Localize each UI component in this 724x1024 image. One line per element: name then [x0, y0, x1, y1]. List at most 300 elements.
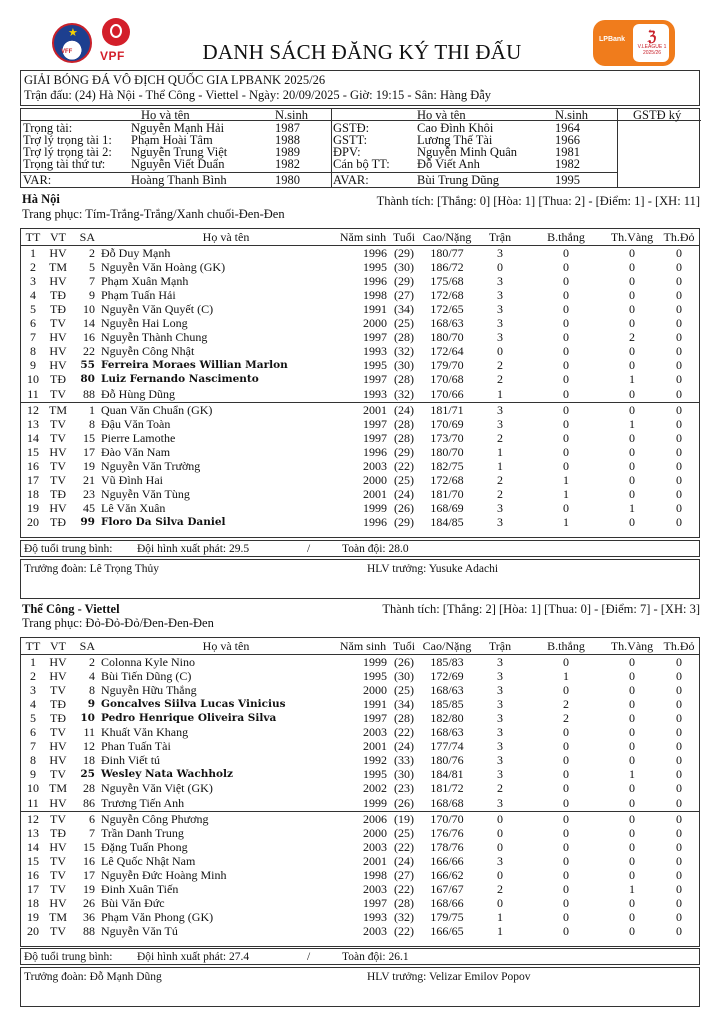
official-role: AVAR: — [333, 173, 369, 187]
vleague-logo-text: V.LEAGUE 1 2025/26 — [637, 44, 667, 56]
player-sa: 86 — [83, 795, 95, 810]
player-sa: 17 — [83, 444, 95, 459]
official-birth: 1988 — [275, 133, 300, 147]
player-vt: TV — [50, 867, 66, 882]
player-yellow: 0 — [629, 909, 635, 924]
player-birth: 1997 — [363, 430, 387, 445]
player-row — [21, 725, 699, 739]
player-matches: 3 — [497, 246, 503, 260]
player-yellow: 0 — [629, 725, 635, 740]
player-red: 0 — [676, 683, 682, 698]
player-age: (32) — [394, 909, 414, 924]
player-sa: 36 — [83, 909, 95, 924]
player-hw: 172/69 — [430, 669, 464, 684]
player-yellow: 0 — [629, 302, 635, 317]
player-hw: 180/70 — [430, 444, 464, 459]
player-goals: 0 — [563, 655, 569, 669]
player-matches: 1 — [497, 386, 503, 401]
vleague-mark-icon: ℨ — [647, 28, 657, 44]
player-matches: 3 — [497, 669, 503, 684]
player-hw: 185/85 — [430, 697, 464, 712]
player-yellow: 0 — [629, 923, 635, 938]
player-vt: TV — [50, 683, 66, 698]
player-tt: 19 — [27, 909, 39, 924]
player-row — [21, 372, 699, 386]
player-matches: 3 — [497, 302, 503, 317]
team-kit: Trang phục: Đỏ-Đỏ-Đỏ/Đen-Đen-Đen — [22, 616, 214, 630]
player-row — [21, 826, 699, 840]
player-hw: 170/70 — [430, 811, 464, 826]
player-red: 0 — [676, 386, 682, 401]
player-name: Wesley Nata Wachholz — [101, 768, 233, 781]
player-tt: 1 — [30, 655, 36, 669]
player-yellow: 1 — [629, 881, 635, 896]
player-birth: 2000 — [363, 472, 387, 487]
team-record: Thành tích: [Thắng: 2] [Hòa: 1] [Thua: 0] - [Điểm: 7] - [XH: 3] — [382, 602, 700, 616]
head-coach: HLV trưởng: Velizar Emilov Popov — [367, 971, 531, 983]
col-header-birth: Năm sinh — [339, 230, 387, 244]
player-yellow: 0 — [629, 697, 635, 712]
player-sa: 8 — [89, 416, 95, 431]
player-name: Đặng Tuấn Phong — [101, 839, 188, 854]
player-name: Bùi Văn Đức — [101, 895, 165, 910]
player-age: (28) — [394, 895, 414, 910]
player-hw: 181/71 — [430, 402, 464, 417]
player-birth: 2003 — [363, 839, 387, 854]
player-tt: 9 — [30, 767, 36, 782]
player-tt: 8 — [30, 753, 36, 768]
player-tt: 11 — [27, 795, 39, 810]
officials-table — [20, 108, 700, 188]
player-birth: 2006 — [363, 811, 387, 826]
player-birth: 1999 — [363, 655, 387, 669]
player-vt: HV — [49, 895, 67, 910]
col-header-tt: TT — [25, 230, 41, 244]
player-goals: 1 — [563, 472, 569, 487]
player-age: (19) — [394, 811, 414, 826]
player-yellow: 0 — [629, 753, 635, 768]
player-hw: 179/70 — [430, 358, 464, 373]
player-birth: 1997 — [363, 711, 387, 726]
player-goals: 0 — [563, 372, 569, 387]
player-yellow: 0 — [629, 486, 635, 501]
player-yellow: 0 — [629, 274, 635, 289]
player-goals: 0 — [563, 316, 569, 331]
player-yellow: 0 — [629, 853, 635, 868]
player-goals: 0 — [563, 795, 569, 810]
player-red: 0 — [676, 274, 682, 289]
player-vt: TĐ — [50, 825, 66, 840]
player-name: Goncalves Siilva Lucas Vinicius — [101, 698, 286, 711]
player-hw: 170/66 — [430, 386, 464, 401]
player-yellow: 0 — [629, 839, 635, 854]
player-yellow: 0 — [629, 316, 635, 331]
player-goals: 0 — [563, 739, 569, 754]
player-tt: 7 — [30, 739, 36, 754]
player-hw: 166/66 — [430, 853, 464, 868]
player-table — [20, 637, 700, 947]
player-red: 0 — [676, 853, 682, 868]
player-matches: 1 — [497, 458, 503, 473]
player-goals: 0 — [563, 386, 569, 401]
official-role: Trợ lý trọng tài 1: — [23, 133, 112, 147]
player-vt: HV — [49, 274, 67, 289]
player-matches: 3 — [497, 795, 503, 810]
player-goals: 0 — [563, 330, 569, 345]
player-vt: TV — [50, 472, 66, 487]
player-hw: 186/72 — [430, 260, 464, 275]
player-matches: 3 — [497, 655, 503, 669]
player-red: 0 — [676, 739, 682, 754]
team-record: Thành tích: [Thắng: 0] [Hòa: 1] [Thua: 2] - [Điểm: 1] - [XH: 11] — [376, 194, 700, 208]
col-header-vt: VT — [50, 639, 66, 653]
player-birth: 1993 — [363, 344, 387, 359]
avg-separator: / — [307, 543, 311, 555]
average-age-row — [20, 540, 700, 557]
col-header-age: Tuổi — [392, 639, 416, 653]
player-red: 0 — [676, 725, 682, 740]
player-row — [21, 910, 699, 924]
player-goals: 2 — [563, 697, 569, 712]
player-row — [21, 753, 699, 767]
official-name: Phạm Hoài Tâm — [131, 133, 213, 147]
official-birth: 1982 — [555, 157, 580, 171]
player-tt: 4 — [30, 697, 36, 712]
player-sa: 25 — [80, 768, 95, 781]
player-vt: TV — [50, 923, 66, 938]
player-vt: TM — [49, 909, 67, 924]
player-matches: 0 — [497, 839, 503, 854]
player-matches: 3 — [497, 514, 503, 529]
avg-age-label: Độ tuổi trung bình: — [24, 543, 113, 555]
player-tt: 14 — [27, 430, 39, 445]
official-name: Lương Thế Tài — [417, 133, 493, 147]
player-row — [21, 274, 699, 288]
player-row — [21, 515, 699, 529]
player-hw: 172/68 — [430, 472, 464, 487]
player-vt: HV — [49, 344, 67, 359]
player-vt: TM — [49, 781, 67, 796]
player-matches: 3 — [497, 853, 503, 868]
player-name: Nguyễn Thành Chung — [101, 330, 208, 345]
player-yellow: 1 — [629, 767, 635, 782]
player-hw: 170/69 — [430, 416, 464, 431]
player-goals: 0 — [563, 909, 569, 924]
player-matches: 2 — [497, 781, 503, 796]
player-sa: 23 — [83, 486, 95, 501]
player-matches: 3 — [497, 288, 503, 303]
player-hw: 167/67 — [430, 881, 464, 896]
player-vt: HV — [49, 246, 67, 260]
col-header-birth: Năm sinh — [339, 639, 387, 653]
player-tt: 17 — [27, 472, 39, 487]
official-role: GSTĐ: — [333, 121, 370, 135]
player-tt: 3 — [30, 274, 36, 289]
player-sa: 11 — [83, 725, 95, 740]
avg-all: Toàn đội: 26.1 — [342, 951, 409, 963]
player-yellow: 0 — [629, 430, 635, 445]
player-hw: 180/76 — [430, 753, 464, 768]
player-matches: 3 — [497, 683, 503, 698]
player-goals: 0 — [563, 500, 569, 515]
official-birth: 1964 — [555, 121, 580, 135]
official-role: ĐPV: — [333, 145, 361, 159]
col-header-goals: B.thắng — [547, 639, 585, 653]
player-goals: 0 — [563, 344, 569, 359]
player-tt: 15 — [27, 444, 39, 459]
player-vt: TV — [50, 853, 66, 868]
official-name: Nguyễn Trung Việt — [131, 145, 228, 159]
official-role: Trợ lý trọng tài 2: — [23, 145, 112, 159]
player-vt: TĐ — [50, 697, 66, 712]
player-sa: 6 — [89, 811, 95, 826]
player-vt: TĐ — [50, 486, 66, 501]
player-age: (26) — [394, 655, 414, 669]
player-sa: 16 — [83, 853, 95, 868]
player-sa: 16 — [83, 330, 95, 345]
player-yellow: 0 — [629, 655, 635, 669]
player-birth: 1996 — [363, 246, 387, 260]
col-header-sa: SA — [79, 230, 95, 244]
player-age: (25) — [394, 825, 414, 840]
player-row — [21, 403, 699, 417]
player-matches: 3 — [497, 767, 503, 782]
player-red: 0 — [676, 811, 682, 826]
player-vt: HV — [49, 753, 67, 768]
player-tt: 12 — [27, 811, 39, 826]
player-age: (32) — [394, 344, 414, 359]
player-row — [21, 260, 699, 274]
player-row — [21, 796, 699, 810]
player-age: (27) — [394, 288, 414, 303]
player-sa: 21 — [83, 472, 95, 487]
player-name: Nguyễn Văn Việt (GK) — [101, 781, 213, 796]
player-red: 0 — [676, 316, 682, 331]
player-goals: 0 — [563, 416, 569, 431]
player-vt: TV — [50, 430, 66, 445]
player-hw: 168/63 — [430, 683, 464, 698]
col-name-2: Họ và tên — [417, 108, 466, 122]
player-red: 0 — [676, 416, 682, 431]
player-hw: 176/76 — [430, 825, 464, 840]
player-matches: 2 — [497, 430, 503, 445]
player-red: 0 — [676, 500, 682, 515]
player-tt: 1 — [30, 246, 36, 260]
player-matches: 3 — [497, 500, 503, 515]
player-yellow: 1 — [629, 500, 635, 515]
player-birth: 1997 — [363, 372, 387, 387]
player-age: (30) — [394, 260, 414, 275]
player-row — [21, 302, 699, 316]
player-sa: 88 — [83, 386, 95, 401]
col-header-red: Th.Đỏ — [663, 639, 695, 653]
player-vt: HV — [49, 655, 67, 669]
player-birth: 1998 — [363, 288, 387, 303]
player-goals: 0 — [563, 288, 569, 303]
player-yellow: 0 — [629, 386, 635, 401]
player-birth: 2000 — [363, 316, 387, 331]
player-vt: TV — [50, 386, 66, 401]
official-row — [21, 158, 699, 170]
player-age: (27) — [394, 867, 414, 882]
player-yellow: 0 — [629, 781, 635, 796]
player-goals: 0 — [563, 246, 569, 260]
avg-age-label: Độ tuổi trung bình: — [24, 951, 113, 963]
player-birth: 2002 — [363, 781, 387, 796]
player-hw: 180/70 — [430, 330, 464, 345]
staff-row — [20, 559, 700, 599]
player-red: 0 — [676, 302, 682, 317]
player-red: 0 — [676, 839, 682, 854]
official-birth: 1981 — [555, 145, 580, 159]
player-goals: 1 — [563, 669, 569, 684]
player-tt: 18 — [27, 486, 39, 501]
player-goals: 2 — [563, 711, 569, 726]
official-birth: 1966 — [555, 133, 580, 147]
player-age: (26) — [394, 795, 414, 810]
player-yellow: 0 — [629, 344, 635, 359]
table-header — [21, 229, 699, 246]
player-row — [21, 854, 699, 868]
player-birth: 2000 — [363, 825, 387, 840]
player-row — [21, 697, 699, 711]
player-hw: 184/81 — [430, 767, 464, 782]
player-red: 0 — [676, 923, 682, 938]
player-vt: HV — [49, 795, 67, 810]
player-goals: 0 — [563, 853, 569, 868]
player-hw: 178/76 — [430, 839, 464, 854]
player-birth: 1996 — [363, 444, 387, 459]
player-tt: 12 — [27, 402, 39, 417]
player-age: (25) — [394, 316, 414, 331]
player-birth: 1992 — [363, 753, 387, 768]
player-red: 0 — [676, 795, 682, 810]
player-birth: 2003 — [363, 923, 387, 938]
player-red: 0 — [676, 753, 682, 768]
player-tt: 5 — [30, 711, 36, 726]
player-red: 0 — [676, 909, 682, 924]
player-vt: TV — [50, 725, 66, 740]
player-red: 0 — [676, 344, 682, 359]
player-vt: TV — [50, 881, 66, 896]
player-yellow: 0 — [629, 895, 635, 910]
player-goals: 0 — [563, 895, 569, 910]
player-name: Nguyễn Công Phương — [101, 811, 209, 826]
col-sign: GSTĐ ký — [633, 108, 682, 122]
official-name: Hoàng Thanh Bình — [131, 173, 227, 187]
player-age: (24) — [394, 486, 414, 501]
player-vt: HV — [49, 739, 67, 754]
player-sa: 10 — [80, 712, 95, 725]
player-sa: 2 — [89, 246, 95, 260]
table-header — [21, 638, 699, 655]
player-yellow: 1 — [629, 372, 635, 387]
player-birth: 1995 — [363, 358, 387, 373]
col-header-sa: SA — [79, 639, 95, 653]
match-info-box — [20, 70, 700, 106]
player-goals: 0 — [563, 458, 569, 473]
player-yellow: 2 — [629, 330, 635, 345]
player-hw: 177/74 — [430, 739, 464, 754]
player-row — [21, 473, 699, 487]
player-hw: 168/68 — [430, 795, 464, 810]
player-tt: 5 — [30, 302, 36, 317]
player-name: Nguyễn Hữu Thắng — [101, 683, 197, 698]
player-hw: 185/83 — [430, 655, 464, 669]
player-sa: 7 — [89, 274, 95, 289]
var-row — [21, 174, 699, 186]
player-vt: TV — [50, 458, 66, 473]
player-row — [21, 655, 699, 669]
player-goals: 0 — [563, 867, 569, 882]
player-yellow: 0 — [629, 246, 635, 260]
player-birth: 2001 — [363, 853, 387, 868]
player-sa: 17 — [83, 867, 95, 882]
player-row — [21, 882, 699, 896]
player-hw: 173/70 — [430, 430, 464, 445]
team-manager: Trưởng đoàn: Đỗ Mạnh Dũng — [24, 971, 162, 983]
player-birth: 2000 — [363, 683, 387, 698]
player-tt: 16 — [27, 867, 39, 882]
player-name: Vũ Đình Hai — [101, 472, 163, 487]
player-name: Đào Văn Nam — [101, 444, 171, 459]
player-hw: 170/68 — [430, 372, 464, 387]
player-name: Nguyễn Đức Hoàng Minh — [101, 867, 227, 882]
official-name: Cao Đình Khôi — [417, 121, 494, 135]
player-yellow: 0 — [629, 795, 635, 810]
player-birth: 1999 — [363, 500, 387, 515]
player-sa: 80 — [80, 373, 95, 386]
player-row — [21, 739, 699, 753]
star-icon: ★ — [68, 27, 78, 39]
player-goals: 0 — [563, 260, 569, 275]
official-birth: 1982 — [275, 157, 300, 171]
player-name: Khuất Văn Khang — [101, 725, 189, 740]
player-name: Đậu Văn Toàn — [101, 416, 171, 431]
player-name: Nguyễn Văn Tú — [101, 923, 178, 938]
player-row — [21, 781, 699, 795]
player-row — [21, 896, 699, 910]
player-tt: 16 — [27, 458, 39, 473]
player-red: 0 — [676, 444, 682, 459]
page-title: DANH SÁCH ĐĂNG KÝ THI ĐẤU — [202, 40, 522, 64]
player-hw: 172/68 — [430, 288, 464, 303]
player-name: Pierre Lamothe — [101, 430, 176, 445]
player-birth: 2001 — [363, 402, 387, 417]
average-age-row — [20, 948, 700, 965]
player-birth: 2001 — [363, 486, 387, 501]
player-sa: 14 — [83, 316, 95, 331]
player-tt: 2 — [30, 669, 36, 684]
player-age: (34) — [394, 302, 414, 317]
player-matches: 2 — [497, 486, 503, 501]
player-goals: 0 — [563, 767, 569, 782]
player-age: (33) — [394, 753, 414, 768]
player-name: Lê Quốc Nhật Nam — [101, 853, 196, 868]
player-red: 0 — [676, 486, 682, 501]
player-red: 0 — [676, 711, 682, 726]
player-red: 0 — [676, 895, 682, 910]
team-name: Hà Nội — [22, 192, 60, 206]
player-vt: HV — [49, 444, 67, 459]
player-birth: 2003 — [363, 881, 387, 896]
player-name: Nguyễn Hai Long — [101, 316, 188, 331]
match-details: Trận đấu: (24) Hà Nội - Thể Công - Viettel - Ngày: 20/09/2025 - Giờ: 19:15 - Sân: Hàng Đẫy — [24, 88, 492, 102]
player-red: 0 — [676, 867, 682, 882]
player-yellow: 0 — [629, 402, 635, 417]
official-role: VAR: — [23, 173, 52, 187]
player-vt: HV — [49, 500, 67, 515]
